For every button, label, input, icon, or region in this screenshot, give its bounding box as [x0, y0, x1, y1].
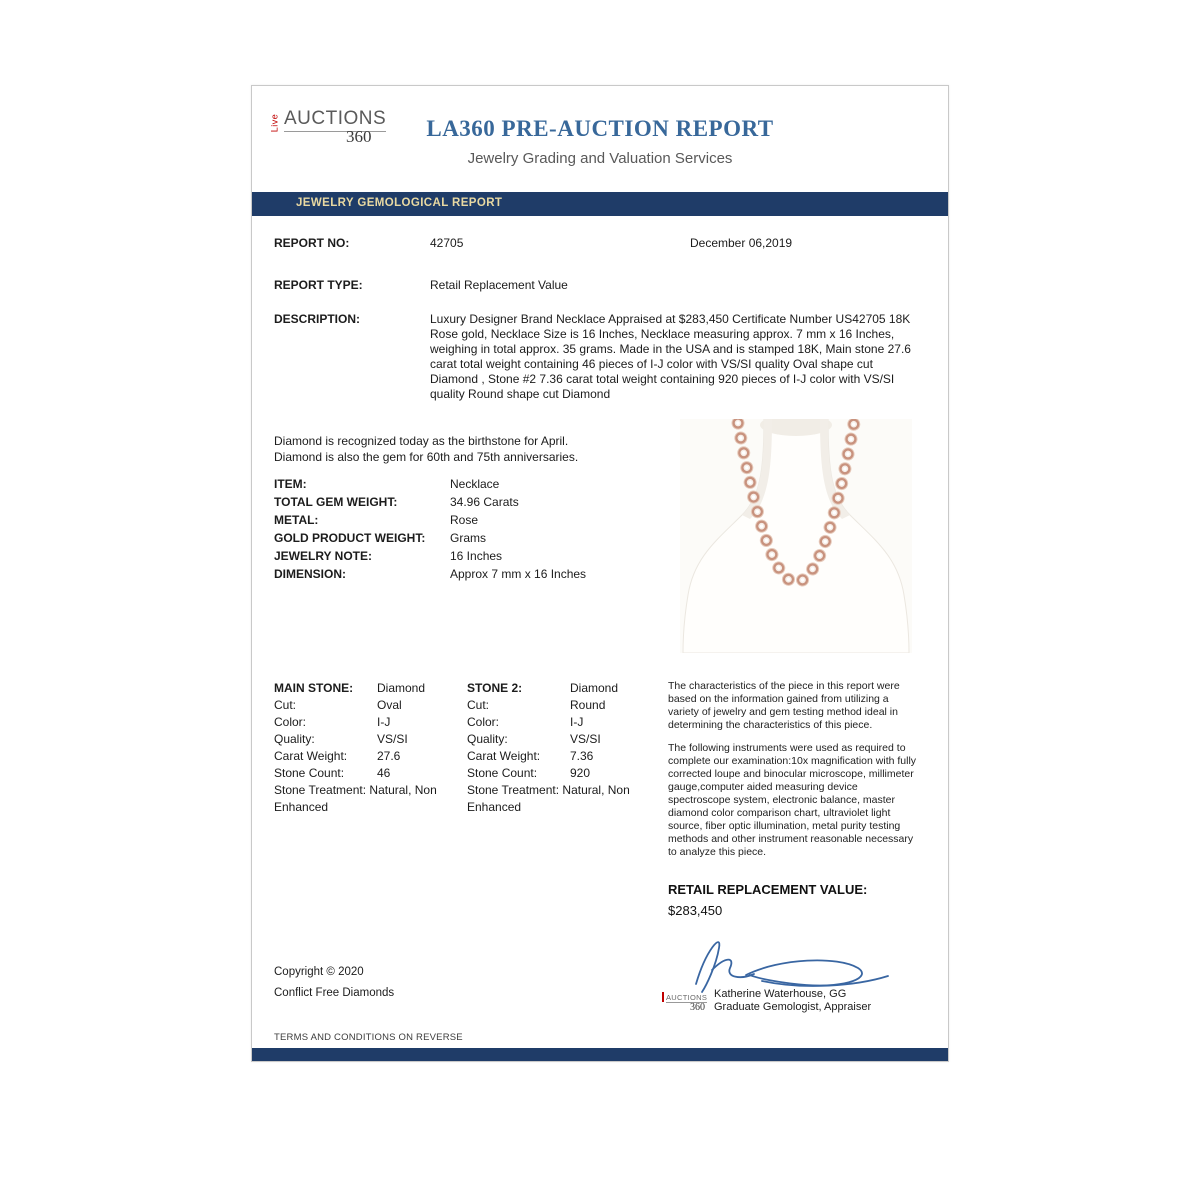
- gem-weight-row: [274, 495, 519, 509]
- stone2-title-row: [467, 680, 649, 697]
- signature-logo-360: 360: [690, 1002, 705, 1013]
- stone2-quality-label: Quality:: [467, 732, 508, 746]
- stone2-name: Diamond: [570, 681, 619, 695]
- metal-row: [274, 513, 478, 527]
- main-color-label: Color:: [274, 715, 307, 729]
- necklace-photo: [680, 419, 912, 653]
- gold-weight-row: [274, 531, 486, 545]
- methodology-para1: The characteristics of the piece in this report were based on the information gained from utilizing a variety of jewelry and gem testing method ideal in determining the characteristics of this piece.: [668, 680, 900, 731]
- stone2-color-label: Color:: [467, 715, 500, 729]
- gem-weight-label: TOTAL GEM WEIGHT:: [274, 495, 398, 509]
- birthstone-note: [274, 433, 674, 465]
- birthstone-note-line2: Diamond is also the gem for 60th and 75th anniversaries.: [274, 450, 579, 464]
- appraiser-signature: [682, 928, 902, 994]
- report-page: [251, 85, 949, 1062]
- main-quality-value: VS/SI: [377, 732, 408, 746]
- main-stone-name: Diamond: [377, 681, 426, 695]
- main-quality-label: Quality:: [274, 732, 315, 746]
- bottom-bar: [252, 1048, 948, 1061]
- stone2-color-row: [467, 714, 649, 731]
- signature-logo-text: AUCTIONS: [666, 993, 708, 1002]
- metal-value: Rose: [450, 513, 479, 527]
- jewelry-note-row: [274, 549, 502, 563]
- main-stone-count-row: [274, 765, 462, 782]
- birthstone-note-line1: Diamond is recognized today as the birthstone for April.: [274, 434, 569, 448]
- main-cut-label: Cut:: [274, 698, 297, 712]
- section-band: [252, 192, 948, 216]
- stone2-quality-value: VS/SI: [570, 732, 601, 746]
- page-subtitle: Jewelry Grading and Valuation Services: [467, 150, 733, 167]
- stone2-carat-label: Carat Weight:: [467, 749, 541, 763]
- methodology-para2: The following instruments were used as required to complete our examination:10x magnification with fully corrected loupe and binocular microscope, millimeter gauge,computer aided measuring device spectroscope system, electronic balance, master diamond color comparison chart, ultraviolet light source, fiber optic illumination, metal purity testing methods and other instrument reasonable necessary to analyze this piece.: [668, 742, 917, 858]
- report-date: December 06,2019: [690, 236, 793, 250]
- main-treatment-label: Stone Treatment:: [274, 783, 367, 797]
- dimension-label: DIMENSION:: [274, 567, 346, 581]
- report-type-row: [274, 278, 568, 292]
- jewelry-note-value: 16 Inches: [450, 549, 503, 563]
- main-carat-label: Carat Weight:: [274, 749, 348, 763]
- gem-weight-value: 34.96 Carats: [450, 495, 519, 509]
- stone2-cut-row: [467, 697, 649, 714]
- main-color-value: I-J: [377, 715, 391, 729]
- main-stone-title: MAIN STONE:: [274, 681, 354, 695]
- item-label: ITEM:: [274, 477, 307, 491]
- report-no-value: 42705: [430, 236, 464, 250]
- dimension-value: Approx 7 mm x 16 Inches: [450, 567, 587, 581]
- section-band-label: JEWELRY GEMOLOGICAL REPORT: [296, 197, 503, 209]
- stone2-count-label: Stone Count:: [467, 766, 538, 780]
- item-row: [274, 477, 499, 491]
- description-label: DESCRIPTION:: [274, 312, 361, 326]
- main-count-value: 46: [377, 766, 391, 780]
- stone2-cut-value: Round: [570, 698, 606, 712]
- terms-text: TERMS AND CONDITIONS ON REVERSE: [274, 1032, 463, 1043]
- methodology-notes: [668, 680, 918, 869]
- stone2-count-value: 920: [570, 766, 591, 780]
- jewelry-note-label: JEWELRY NOTE:: [274, 549, 373, 563]
- page-title: LA360 PRE-AUCTION REPORT: [426, 116, 774, 141]
- main-carat-value: 27.6: [377, 749, 401, 763]
- main-stone-color-row: [274, 714, 462, 731]
- main-stone-panel: [274, 680, 462, 816]
- stone2-color-value: I-J: [570, 715, 584, 729]
- conflict-free-text: Conflict Free Diamonds: [274, 987, 395, 999]
- report-no-label: REPORT NO:: [274, 236, 350, 250]
- stone2-treatment-value: Natural, Non Enhanced: [467, 783, 630, 814]
- main-count-label: Stone Count:: [274, 766, 345, 780]
- report-type-value: Retail Replacement Value: [430, 278, 568, 292]
- logo-auctions-text: AUCTIONS: [284, 108, 386, 132]
- appraiser-title: Graduate Gemologist, Appraiser: [714, 1001, 872, 1013]
- stone2-carat-value: 7.36: [570, 749, 594, 763]
- appraiser-name-block: [714, 988, 871, 1014]
- stone2-title: STONE 2:: [467, 681, 523, 695]
- main-cut-value: Oval: [377, 698, 402, 712]
- logo-live-text: Live: [269, 113, 280, 133]
- signature-logo-mark: [662, 992, 664, 1002]
- logo-360-text: 360: [346, 127, 372, 146]
- main-stone-treatment-row: [274, 782, 462, 816]
- retail-replacement-label: RETAIL REPLACEMENT VALUE:: [668, 882, 868, 897]
- appraiser-name: Katherine Waterhouse, GG: [714, 988, 847, 1000]
- gold-weight-value: Grams: [450, 531, 486, 545]
- description-text: Luxury Designer Brand Necklace Appraised at $283,450 Certificate Number US42705 18K Rose gold, Necklace Size is 16 Inches, Necklace measuring approx. 7 mm x 16 Inches, weighing in total approx. 35 grams. Made in the USA and is stamped 18K, Main stone 27.6 carat total weight containing 46 pieces of I-J color with VS/SI quality Oval shape cut Diamond , Stone #2 7.36 carat total weight containing 920 pieces of I-J color with VS/SI quality Round shape cut Diamond: [430, 312, 911, 401]
- main-stone-cut-row: [274, 697, 462, 714]
- stone2-quality-row: [467, 731, 649, 748]
- retail-replacement-value: $283,450: [668, 903, 723, 918]
- stone2-cut-label: Cut:: [467, 698, 490, 712]
- main-stone-title-row: [274, 680, 462, 697]
- main-stone-quality-row: [274, 731, 462, 748]
- stone2-treatment-label: Stone Treatment:: [467, 783, 560, 797]
- necklace-illustration: [680, 419, 912, 653]
- stone2-panel: [467, 680, 649, 816]
- signature-logo: [660, 991, 708, 1017]
- dimension-row: [274, 567, 586, 581]
- item-value: Necklace: [450, 477, 500, 491]
- signature-icon: [682, 928, 902, 994]
- gold-weight-label: GOLD PRODUCT WEIGHT:: [274, 531, 426, 545]
- stone2-carat-row: [467, 748, 649, 765]
- main-treatment-value: Natural, Non Enhanced: [274, 783, 437, 814]
- report-type-label: REPORT TYPE:: [274, 278, 363, 292]
- copyright-text: Copyright © 2020: [274, 966, 364, 978]
- main-stone-carat-row: [274, 748, 462, 765]
- description-label-row: [274, 312, 430, 326]
- report-no-row: [274, 236, 463, 250]
- metal-label: METAL:: [274, 513, 319, 527]
- stone2-treatment-row: [467, 782, 649, 816]
- stone2-count-row: [467, 765, 649, 782]
